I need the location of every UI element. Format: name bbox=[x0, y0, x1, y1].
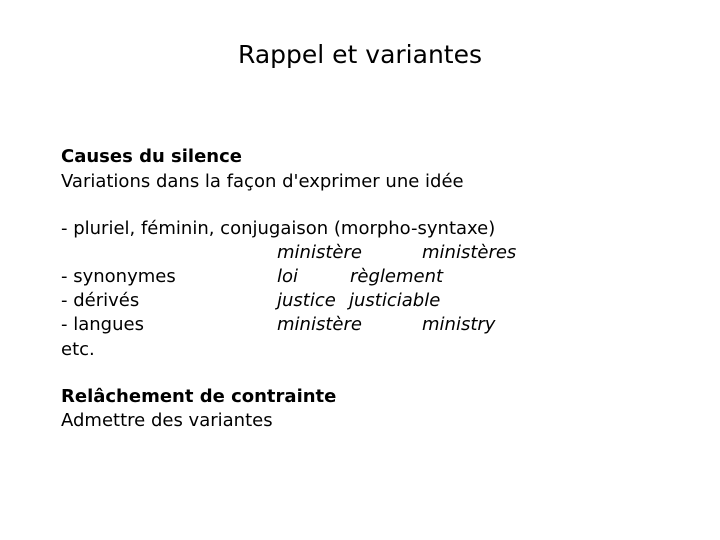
section-subtitle-variations: Variations dans la façon d'exprimer une idée bbox=[61, 171, 464, 192]
list-item-etc: etc. bbox=[61, 339, 95, 360]
list-item-langues: - langues bbox=[61, 314, 144, 335]
example-synonymes-a: loi bbox=[277, 266, 299, 287]
list-item-pluriel: - pluriel, féminin, conjugaison (morpho-syntaxe) bbox=[61, 218, 496, 239]
section-heading-causes: Causes du silence bbox=[61, 146, 242, 167]
slide-title: Rappel et variantes bbox=[238, 40, 482, 69]
example-pluriel-singular: ministère bbox=[277, 242, 362, 263]
example-derives-a: justice bbox=[277, 290, 336, 311]
example-langues-a: ministère bbox=[277, 314, 362, 335]
example-derives-b: justiciable bbox=[349, 290, 441, 311]
section-heading-relachement: Relâchement de contrainte bbox=[61, 386, 337, 407]
list-item-synonymes: - synonymes bbox=[61, 266, 176, 287]
example-pluriel-plural: ministères bbox=[422, 242, 517, 263]
section-subtitle-variantes: Admettre des variantes bbox=[61, 410, 273, 431]
example-synonymes-b: règlement bbox=[350, 266, 444, 287]
list-item-derives: - dérivés bbox=[61, 290, 140, 311]
example-langues-b: ministry bbox=[422, 314, 496, 335]
